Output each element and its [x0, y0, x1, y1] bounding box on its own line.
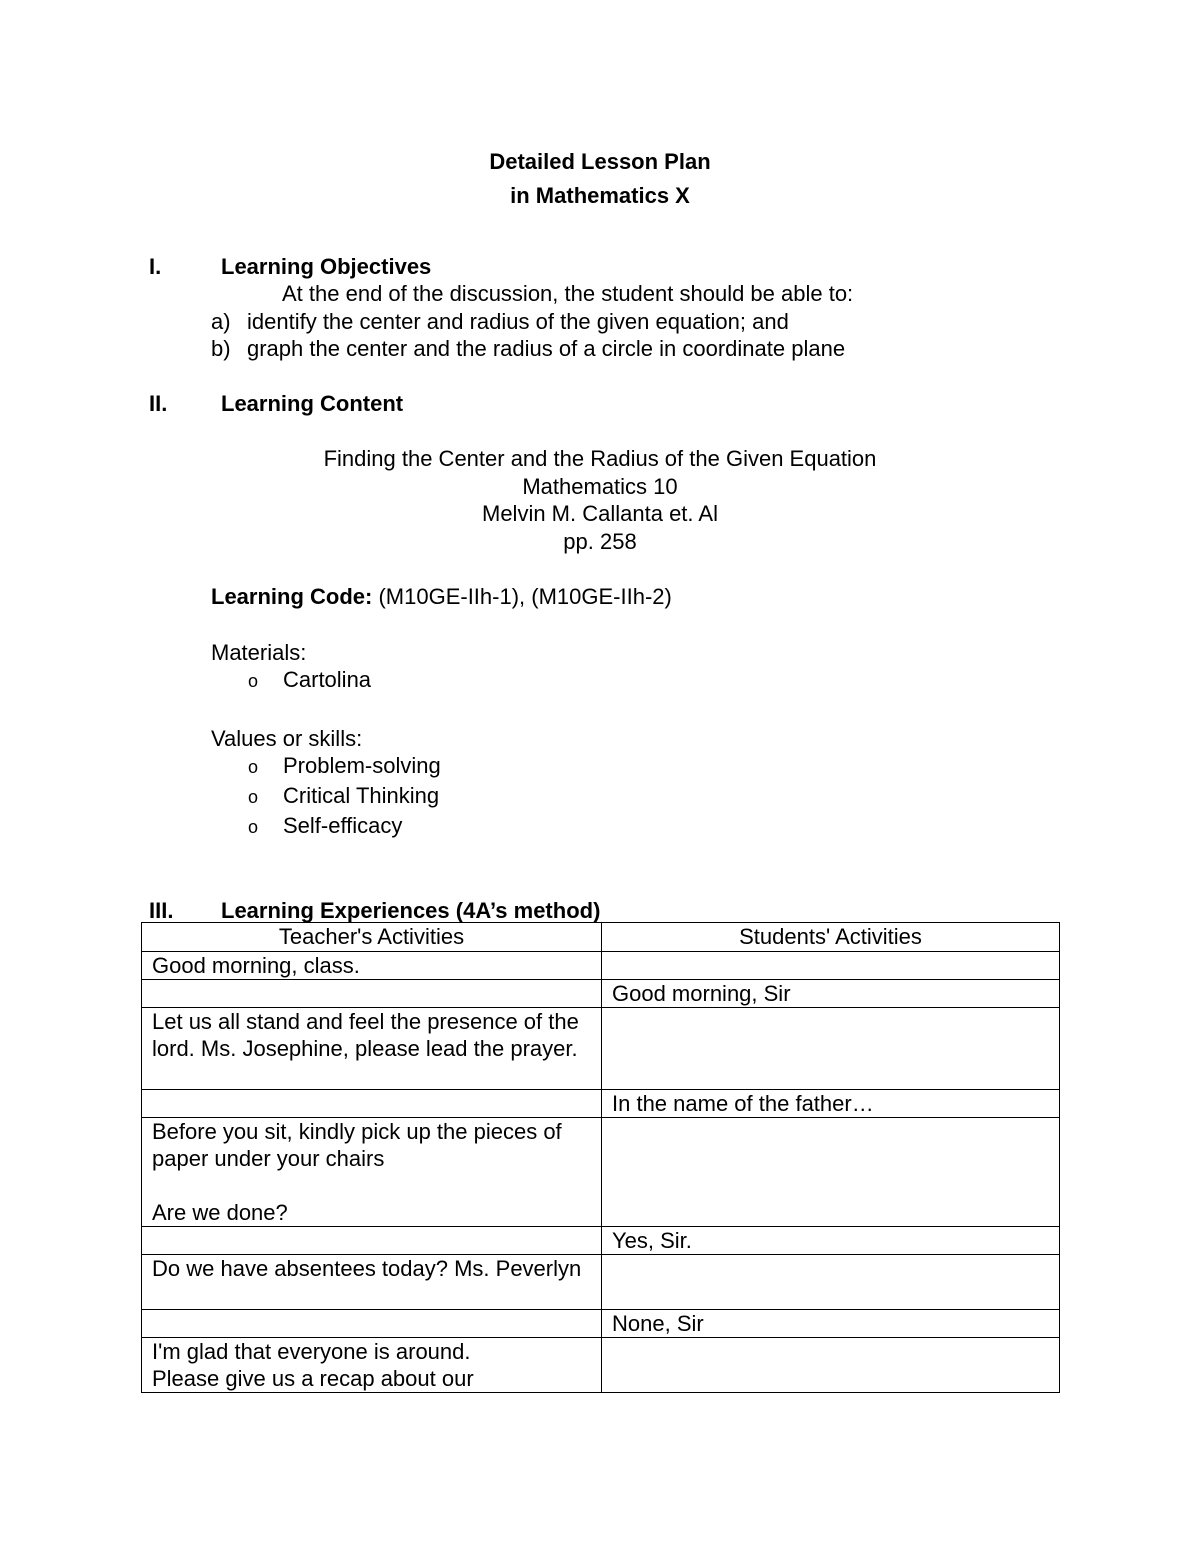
- materials-label: Materials:: [211, 640, 307, 665]
- student-cell: In the name of the father…: [602, 1090, 1060, 1118]
- objectives-intro: At the end of the discussion, the student should be able to:: [282, 281, 854, 306]
- teacher-cell: Do we have absentees today? Ms. Peverlyn: [142, 1255, 602, 1310]
- learning-experiences-table: [141, 922, 1060, 1393]
- student-cell: Good morning, Sir: [602, 980, 1060, 1008]
- student-cell: [602, 1008, 1060, 1090]
- learning-code-label: Learning Code:: [211, 584, 373, 609]
- table-row: [142, 1008, 1060, 1090]
- student-cell: [602, 1118, 1060, 1227]
- teacher-cell: [142, 1227, 602, 1255]
- section-3-heading: Learning Experiences (4A’s method): [221, 898, 601, 923]
- student-cell: Yes, Sir.: [602, 1227, 1060, 1255]
- bullet-icon: o: [248, 787, 259, 807]
- student-cell: [602, 952, 1060, 980]
- table-row: [142, 1227, 1060, 1255]
- student-cell: [602, 1255, 1060, 1310]
- content-topic: Finding the Center and the Radius of the Given Equation: [323, 446, 877, 471]
- objective-b-text: graph the center and the radius of a circle in coordinate plane: [247, 336, 846, 361]
- student-cell: None, Sir: [602, 1310, 1060, 1338]
- section-1-heading: Learning Objectives: [221, 254, 432, 279]
- table-row: [142, 1255, 1060, 1310]
- learning-code: [211, 586, 672, 608]
- section-2-number: II.: [149, 391, 168, 416]
- value-item: Self-efficacy: [283, 813, 403, 838]
- bullet-icon: o: [248, 671, 259, 691]
- material-item: Cartolina: [283, 667, 372, 692]
- teacher-cell: [142, 1090, 602, 1118]
- teacher-cell: [142, 980, 602, 1008]
- header-teacher-activities: Teacher's Activities: [142, 923, 602, 952]
- section-2-heading: Learning Content: [221, 391, 404, 416]
- content-pages: pp. 258: [563, 529, 637, 554]
- teacher-cell: Before you sit, kindly pick up the pieces of paper under your chairs Are we done?: [142, 1118, 602, 1227]
- table-header-row: [142, 923, 1060, 952]
- content-book: Mathematics 10: [522, 474, 678, 499]
- table-row: [142, 1338, 1060, 1393]
- values-label: Values or skills:: [211, 726, 363, 751]
- objective-a-marker: a): [211, 309, 231, 334]
- table-row: [142, 1310, 1060, 1338]
- document-title: Detailed Lesson Plan: [489, 149, 711, 174]
- document-subtitle: in Mathematics X: [510, 183, 690, 208]
- content-author: Melvin M. Callanta et. Al: [482, 501, 718, 526]
- value-item: Problem-solving: [283, 753, 441, 778]
- section-1-number: I.: [149, 254, 162, 279]
- learning-code-value: (M10GE-IIh-1), (M10GE-IIh-2): [372, 584, 672, 609]
- value-item: Critical Thinking: [283, 783, 440, 808]
- table-row: [142, 952, 1060, 980]
- student-cell: [602, 1338, 1060, 1393]
- objective-a-text: identify the center and radius of the given equation; and: [247, 309, 789, 334]
- table-row: [142, 1118, 1060, 1227]
- teacher-cell: Good morning, class.: [142, 952, 602, 980]
- objective-b-marker: b): [211, 336, 231, 361]
- teacher-cell: I'm glad that everyone is around. Please give us a recap about our: [142, 1338, 602, 1393]
- table-row: [142, 1090, 1060, 1118]
- teacher-cell: [142, 1310, 602, 1338]
- bullet-icon: o: [248, 817, 259, 837]
- teacher-cell: Let us all stand and feel the presence of the lord. Ms. Josephine, please lead the prayer.: [142, 1008, 602, 1090]
- section-3-number: III.: [149, 898, 174, 923]
- table-row: [142, 980, 1060, 1008]
- header-students-activities: Students' Activities: [602, 923, 1060, 952]
- bullet-icon: o: [248, 757, 259, 777]
